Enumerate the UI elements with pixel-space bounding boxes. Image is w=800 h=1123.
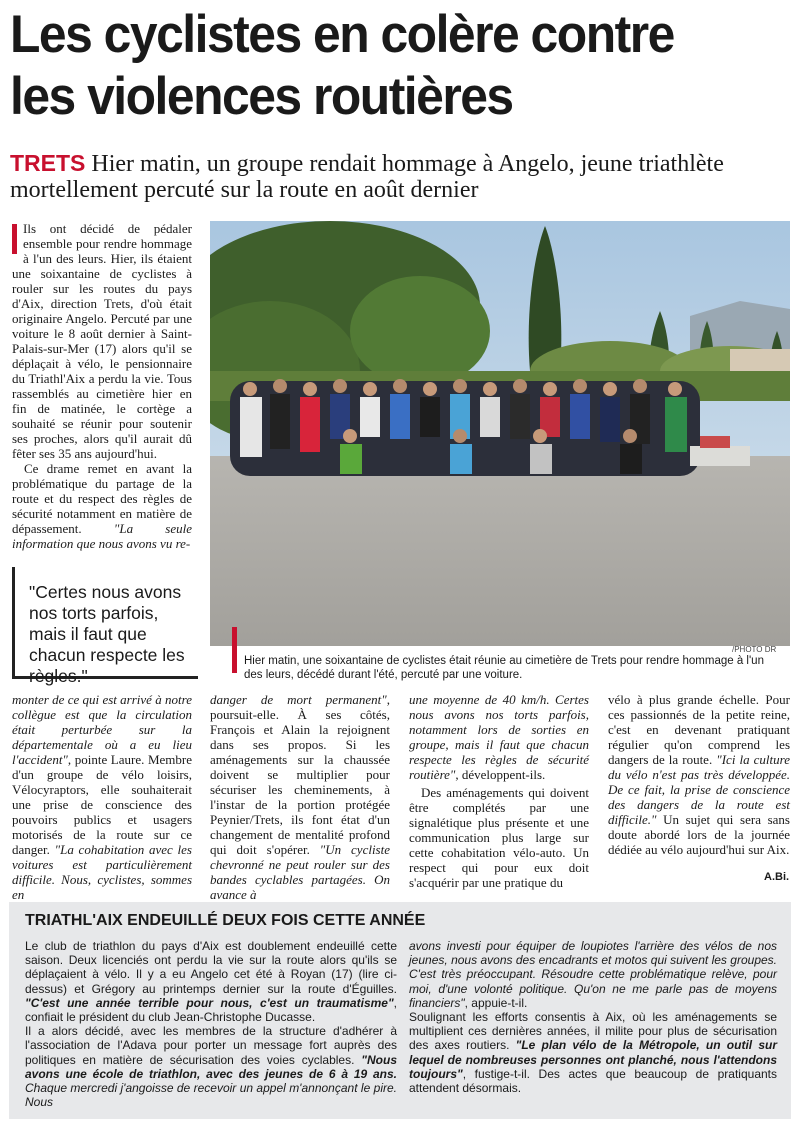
quote-text: danger de mort permanent" [210, 692, 387, 707]
paragraph [608, 692, 790, 857]
quote-text: "Un cycliste chevronné ne peut rouler sur des bandes cyclables partagées. On avance à [210, 842, 390, 902]
headline-line-2: les violences routières [10, 67, 513, 126]
paragraph [409, 939, 777, 1010]
pull-quote: "Certes nous avons nos torts parfois, mais il faut que chacun respecte les règles." [12, 567, 198, 679]
article-column-3 [409, 692, 589, 890]
paragraph [12, 221, 192, 461]
paragraph [210, 692, 390, 902]
sidebar-title: TRIATHL'AIX ENDEUILLÉ DEUX FOIS CETTE ANNÉE [25, 912, 426, 929]
photo-caption: Hier matin, une soixantaine de cyclistes était réunie au cimetière de Trets pour rendre hommage à l'un des leurs, décédé durant l'été, percuté par une voiture. [244, 655, 764, 681]
subheadline [10, 150, 795, 203]
paragraph-text: vélo à plus grande échelle. Pour ces passionnés de la petite reine, c'est en devenant pratiquant régulier qu'on comprend les dangers de la route. [608, 692, 790, 767]
paragraph [409, 1010, 777, 1095]
paragraph-text: Des aménagements qui doivent être complétés par une signalétique plus présente et une communication plus large sur cette cohabitation vélo-auto. Un respect qui pour eux doit s'acquérir par une pratique du [409, 785, 589, 890]
quote-text: "La cohabitation avec les voitures est particulièrement difficile. Nous, cyclistes, sommes en [12, 842, 192, 902]
paragraph-text: Un sujet qui sera sans doute abordé lors de la journée dédiée au vélo aujourd'hui sur Aix. [608, 812, 790, 857]
quote-text: "Nous avons une école de triathlon, avec des jeunes de 6 à 19 ans. [25, 1052, 397, 1081]
quote-text: Chaque mercredi j'angoisse de recevoir un appel m'annonçant le pire. Nous [25, 1081, 397, 1110]
paragraph-text: , poursuit-elle. À ses côtés, François et Alain la rejoignent dans ses propos. Si les aménagements sur la chaussée doivent se multiplier pour sécuriser les cheminements, à l'instar de la portion protégée Peynier/Trets, ils font état d'un changement de mentalité profond qui doit s'opérer. [210, 692, 390, 857]
paragraph-text: , pointe Laure. Membre d'un groupe de vélo loisirs, Vélocyraptors, elle souhaiterait une prise de conscience des pouvoirs publics et usagers motorisés de la route sur ce danger. [12, 752, 192, 857]
quote-text: une moyenne de 40 km/h. Certes nous avons nos torts parfois, notamment lors de sorties en groupe, mais il faut que chacun respecte les règles de sécurité routière" [409, 692, 589, 782]
headline-line-1: Les cyclistes en colère contre [10, 5, 674, 64]
location-kicker: TRETS [10, 150, 86, 176]
photo-illustration [210, 221, 790, 646]
paragraph [12, 461, 192, 551]
quote-text: "La seule information que nous avons vu re- [12, 521, 193, 551]
sidebar-column-left [25, 939, 397, 1109]
quote-text: "Ici la culture du vélo n'est pas très développée. De ce fait, la prise de conscience des dangers de la route est difficile." [608, 752, 790, 827]
paragraph-text: Il a alors décidé, avec les membres de la structure d'adhérer à l'association de l'Adava pour porter un message fort auprès des politiques en matière de sécurisation des voies cyclables. [25, 1024, 397, 1067]
paragraph [25, 1024, 397, 1109]
cyclist-group-photo [210, 221, 790, 646]
author-signature: A.Bi. [764, 871, 790, 883]
paragraph-text: , développent-ils. [455, 767, 546, 782]
photo-credit: /PHOTO DR [732, 645, 777, 654]
paragraph-text: , appuie-t-il. [464, 995, 528, 1010]
subhead-text: Hier matin, un groupe rendait hommage à Angelo, jeune triathlète mortellement percuté sur la route en août dernier [10, 151, 724, 203]
sidebar-column-right [409, 939, 777, 1095]
paragraph [409, 692, 589, 782]
article-column-1-continued [12, 692, 192, 902]
paragraph [12, 692, 192, 902]
quote-text: "C'est une année terrible pour nous, c'est un traumatisme" [25, 995, 394, 1010]
caption-marker [232, 627, 237, 673]
paragraph-text: Ils ont décidé de pédaler ensemble pour rendre hommage à l'un des leurs. Hier, ils étaient une soixantaine de cyclistes à rouler sur les routes du pays d'Aix, direction Trets, d'où était originaire Angelo. Percuté par une voiture le 8 août dernier à Saint-Palais-sur-Mer (17) alors qu'il se déplaçait à vélo, le pensionnaire du Triathl'Aix a perdu la vie. Tous rassemblés au cimetière hier en fin de matinée, le cortège a souhaité se réunir pour soutenir ses proches, alors qu'il aurait dû fêter ses 35 ans aujourd'hui. [12, 221, 192, 461]
paragraph [409, 785, 589, 890]
paragraph-text: , confiait le président du club Jean-Christophe Ducasse. [25, 995, 397, 1025]
sidebar-box [9, 902, 791, 1119]
paragraph-text: Soulignant les efforts consentis à Aix, où les aménagements se multiplient ces dernières années, il milite pour plus de sécurisation des axes routiers. [409, 1010, 777, 1053]
quote-text: "Le plan vélo de la Métropole, un outil sur lequel de nombreuses personnes ont planché, nous l'attendons toujours" [409, 1038, 777, 1081]
paragraph-text: Ce drame remet en avant la problématique du partage de la route et du respect des règles de sécurité notamment en matière de dépassement. [12, 461, 192, 536]
paragraph-text: , fustige-t-il. Des actes que beaucoup de pratiquants attendent désormais. [409, 1066, 777, 1096]
quote-text: avons investi pour équiper de loupiotes l'arrière des vélos de nos jeunes, nous avons des encadrants et motos qui suivent les groupes. C'est très préoccupant. Résoudre cette problématique relève, pour moi, d'une volonté politique. Qu'on ne me parle pas de moyens financiers" [409, 939, 777, 1010]
headline [10, 4, 748, 128]
paragraph [25, 939, 397, 1024]
article-column-1 [12, 221, 192, 551]
paragraph-marker [12, 224, 17, 254]
article-column-4 [608, 692, 790, 857]
article-column-2 [210, 692, 390, 902]
quote-text: monter de ce qui est arrivé à notre collègue est que la circulation était perturbée sur la départementale où a eu lieu l'accident" [12, 692, 192, 767]
paragraph-text: Le club de triathlon du pays d'Aix est doublement endeuillé cette saison. Deux licenciés ont perdu la vie sur la route alors qu'ils se déplaçaient à vélo. Il y a eu Angelo cet été à Royan (17) (lire ci-dessus) et Grégory au printemps dernier sur la route d'Éguilles. [25, 939, 397, 996]
